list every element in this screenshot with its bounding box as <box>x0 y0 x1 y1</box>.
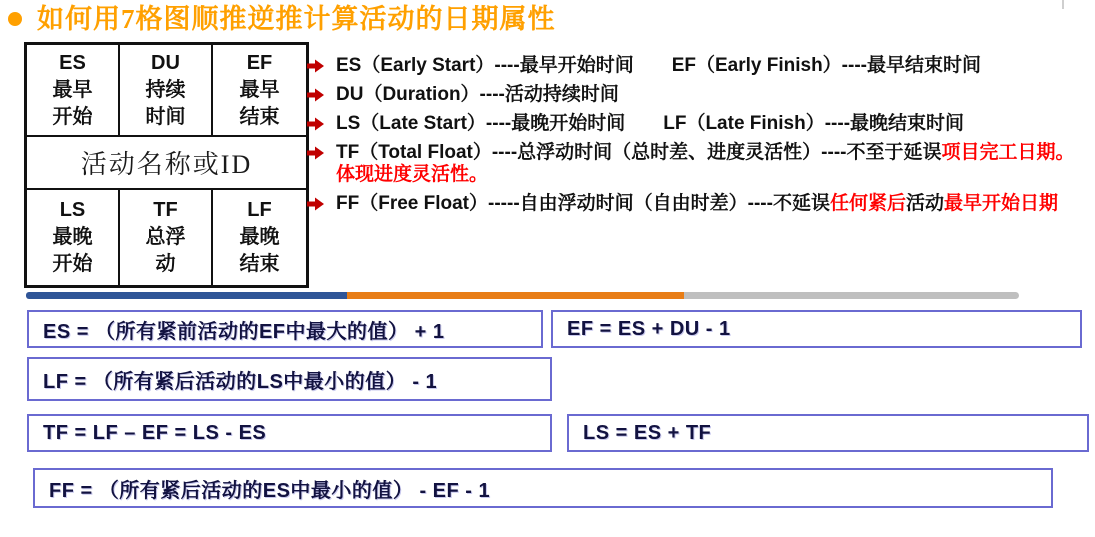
cell-code: EF <box>246 51 273 74</box>
grid-cell-du <box>120 45 213 137</box>
cell-line: 开始 <box>52 105 93 128</box>
legend-segment: EF（Early Finish）----最早结束时间 <box>671 55 981 76</box>
cell-code: DU <box>151 51 180 74</box>
cell-code: LF <box>247 199 272 221</box>
divider-blue-segment <box>26 292 347 299</box>
formula-lf-text: LF = （所有紧后活动的LS中最小的值） - 1 <box>43 370 438 393</box>
legend-segment: 活动 <box>905 193 944 214</box>
title-bullet-icon <box>8 12 22 26</box>
cell-line: 时间 <box>145 105 186 128</box>
red-arrow-icon <box>307 117 324 131</box>
cell-line: 结束 <box>239 253 280 275</box>
red-arrow-icon <box>307 88 324 102</box>
title-row <box>8 2 556 36</box>
cell-code: ES <box>59 51 86 74</box>
legend-text <box>336 142 1089 186</box>
formula-ls-box <box>567 414 1089 452</box>
corner-tick <box>1062 0 1064 9</box>
cell-line: 最晚 <box>52 226 93 248</box>
cell-line: 动 <box>155 253 176 275</box>
formula-ef-text: EF = ES + DU - 1 <box>567 317 731 340</box>
legend-list <box>307 55 1089 222</box>
legend-text <box>336 193 1058 215</box>
legend-item-es-ef <box>307 55 1089 77</box>
legend-segment: ES（Early Start）----最早开始时间 <box>336 55 634 76</box>
legend-text <box>336 55 981 77</box>
cell-line: 最早 <box>239 78 280 101</box>
cell-line: 总浮 <box>145 226 186 248</box>
formula-ls-text: LS = ES + TF <box>583 421 712 444</box>
cell-code: LS <box>59 199 86 221</box>
cell-line: 最早 <box>52 78 93 101</box>
divider-orange-segment <box>347 292 684 299</box>
grid-cell-ls <box>27 190 120 285</box>
formula-es-text: ES = （所有紧前活动的EF中最大的值） + 1 <box>43 320 445 343</box>
cell-code: TF <box>153 199 178 221</box>
legend-item-tf <box>307 142 1089 186</box>
grid-cell-ef <box>213 45 306 137</box>
cell-line: 持续 <box>145 78 186 101</box>
legend-segment: DU（Duration）----活动持续时间 <box>336 84 619 105</box>
seven-box-grid <box>24 42 309 288</box>
divider-gray-segment <box>684 292 1019 299</box>
legend-item-du <box>307 84 1089 106</box>
red-arrow-icon <box>307 59 324 73</box>
divider-bar <box>26 292 1019 299</box>
formula-lf-box <box>27 357 552 401</box>
grid-cell-tf <box>120 190 213 285</box>
legend-segment: TF（Total Float）----总浮动时间（总时差、进度灵活性）----不至于延误 <box>336 142 942 163</box>
formula-ef-box <box>551 310 1082 348</box>
grid-cell-lf <box>213 190 306 285</box>
grid-cell-es <box>27 45 120 137</box>
legend-text <box>336 113 964 135</box>
legend-segment: LS（Late Start）----最晚开始时间 <box>336 113 626 134</box>
cell-line: 最晚 <box>239 226 280 248</box>
red-arrow-icon <box>307 197 324 211</box>
cell-line: 结束 <box>239 105 280 128</box>
formula-tf-box <box>27 414 552 452</box>
legend-item-ls-lf <box>307 113 1089 135</box>
legend-segment: FF（Free Float）-----自由浮动时间（自由时差）----不延误 <box>336 193 830 214</box>
legend-segment-red: 项目完工日期。体现进度灵活性。 <box>336 142 1075 185</box>
formula-es-box <box>27 310 543 348</box>
formula-ff-box <box>33 468 1053 508</box>
legend-segment-red: 最早开始日期 <box>944 193 1059 214</box>
legend-text <box>336 84 619 106</box>
legend-item-ff <box>307 193 1089 215</box>
cell-line: 开始 <box>52 253 93 275</box>
formula-tf-text: TF = LF – EF = LS - ES <box>43 421 267 444</box>
grid-cell-activity-name: 活动名称或ID <box>27 137 306 190</box>
red-arrow-icon <box>307 146 324 160</box>
formula-ff-text: FF = （所有紧后活动的ES中最小的值） - EF - 1 <box>49 479 491 502</box>
legend-segment-red: 任何紧后 <box>829 193 906 214</box>
page-title: 如何用7格图顺推逆推计算活动的日期属性 <box>37 4 556 34</box>
legend-segment: LF（Late Finish）----最晚结束时间 <box>663 113 965 134</box>
